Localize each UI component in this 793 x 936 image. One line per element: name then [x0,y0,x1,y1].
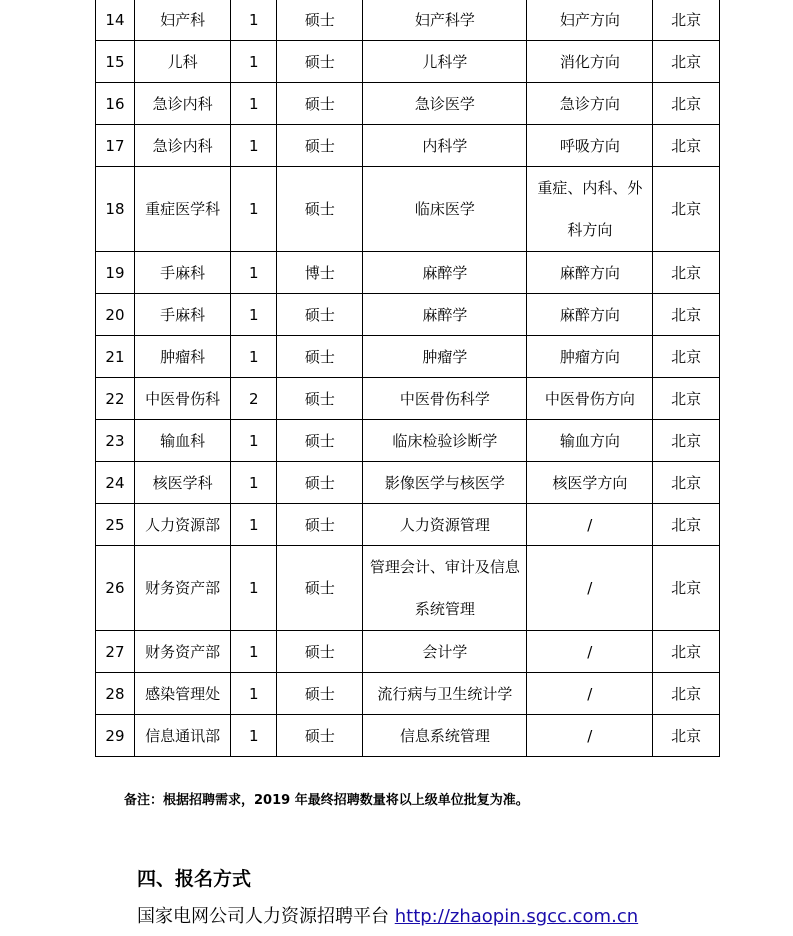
platform-label: 国家电网公司人力资源招聘平台 [137,906,389,927]
cell-no: 17 [96,125,135,167]
cell-direction: 急诊方向 [527,83,653,125]
cell-count: 1 [231,546,277,631]
cell-degree: 硕士 [277,420,363,462]
cell-no: 18 [96,167,135,252]
cell-no: 27 [96,631,135,673]
table-row [96,336,720,378]
cell-no: 16 [96,83,135,125]
cell-dept: 中医骨伤科 [134,378,230,420]
cell-count: 1 [231,0,277,41]
cell-degree: 硕士 [277,673,363,715]
platform-link[interactable]: http://zhaopin.sgcc.com.cn [394,906,639,927]
cell-major: 流行病与卫生统计学 [363,673,527,715]
cell-direction: / [527,631,653,673]
cell-location: 北京 [653,294,720,336]
table-row [96,715,720,757]
cell-degree: 硕士 [277,125,363,167]
cell-location: 北京 [653,546,720,631]
cell-dept: 急诊内科 [134,125,230,167]
cell-count: 1 [231,715,277,757]
cell-degree: 硕士 [277,0,363,41]
table-row [96,420,720,462]
cell-no: 15 [96,41,135,83]
cell-no: 29 [96,715,135,757]
cell-direction: / [527,546,653,631]
cell-direction: 重症、内科、外科方向 [527,167,653,252]
cell-degree: 硕士 [277,504,363,546]
cell-count: 1 [231,420,277,462]
cell-degree: 硕士 [277,336,363,378]
table-row [96,83,720,125]
table-row [96,504,720,546]
table-row [96,673,720,715]
cell-direction: 肿瘤方向 [527,336,653,378]
cell-count: 1 [231,167,277,252]
cell-degree: 硕士 [277,462,363,504]
cell-major: 临床医学 [363,167,527,252]
cell-degree: 博士 [277,252,363,294]
cell-count: 1 [231,504,277,546]
cell-direction: 呼吸方向 [527,125,653,167]
cell-major: 内科学 [363,125,527,167]
cell-direction: 输血方向 [527,420,653,462]
cell-location: 北京 [653,504,720,546]
table-row [96,631,720,673]
cell-direction: / [527,715,653,757]
cell-degree: 硕士 [277,294,363,336]
cell-location: 北京 [653,41,720,83]
cell-dept: 手麻科 [134,294,230,336]
cell-no: 19 [96,252,135,294]
table-row [96,252,720,294]
cell-degree: 硕士 [277,83,363,125]
cell-direction: 麻醉方向 [527,294,653,336]
cell-location: 北京 [653,0,720,41]
cell-no: 26 [96,546,135,631]
cell-count: 1 [231,125,277,167]
table-row [96,546,720,631]
cell-major: 人力资源管理 [363,504,527,546]
section-title: 四、报名方式 [137,868,252,890]
cell-degree: 硕士 [277,167,363,252]
cell-dept: 感染管理处 [134,673,230,715]
cell-dept: 财务资产部 [134,631,230,673]
cell-count: 1 [231,83,277,125]
cell-major: 会计学 [363,631,527,673]
table-row [96,294,720,336]
cell-major: 妇产科学 [363,0,527,41]
cell-major: 影像医学与核医学 [363,462,527,504]
cell-direction: / [527,673,653,715]
table-row [96,167,720,252]
cell-count: 1 [231,336,277,378]
cell-location: 北京 [653,378,720,420]
cell-no: 14 [96,0,135,41]
cell-direction: 消化方向 [527,41,653,83]
cell-no: 28 [96,673,135,715]
cell-location: 北京 [653,83,720,125]
recruitment-table [95,0,720,757]
table-note: 备注：根据招聘需求，2019 年最终招聘数量将以上级单位批复为准。 [124,793,529,808]
cell-direction: / [527,504,653,546]
application-platform [137,902,638,928]
cell-degree: 硕士 [277,631,363,673]
cell-no: 25 [96,504,135,546]
cell-location: 北京 [653,715,720,757]
cell-major: 信息系统管理 [363,715,527,757]
cell-count: 1 [231,41,277,83]
cell-location: 北京 [653,462,720,504]
cell-dept: 肿瘤科 [134,336,230,378]
cell-count: 1 [231,252,277,294]
cell-dept: 急诊内科 [134,83,230,125]
cell-no: 22 [96,378,135,420]
cell-location: 北京 [653,125,720,167]
cell-no: 21 [96,336,135,378]
cell-dept: 重症医学科 [134,167,230,252]
cell-dept: 信息通讯部 [134,715,230,757]
cell-location: 北京 [653,673,720,715]
table-row [96,41,720,83]
cell-count: 1 [231,673,277,715]
cell-major: 麻醉学 [363,252,527,294]
table-row [96,378,720,420]
cell-dept: 人力资源部 [134,504,230,546]
cell-major: 麻醉学 [363,294,527,336]
cell-location: 北京 [653,252,720,294]
cell-location: 北京 [653,631,720,673]
cell-degree: 硕士 [277,715,363,757]
cell-degree: 硕士 [277,41,363,83]
cell-major: 肿瘤学 [363,336,527,378]
cell-degree: 硕士 [277,378,363,420]
cell-dept: 核医学科 [134,462,230,504]
cell-count: 1 [231,631,277,673]
cell-dept: 输血科 [134,420,230,462]
cell-no: 23 [96,420,135,462]
cell-direction: 妇产方向 [527,0,653,41]
cell-no: 20 [96,294,135,336]
cell-degree: 硕士 [277,546,363,631]
table-row [96,0,720,41]
cell-count: 1 [231,462,277,504]
table-body [96,0,720,757]
cell-major: 临床检验诊断学 [363,420,527,462]
cell-no: 24 [96,462,135,504]
cell-location: 北京 [653,167,720,252]
cell-major: 儿科学 [363,41,527,83]
cell-count: 2 [231,378,277,420]
cell-dept: 财务资产部 [134,546,230,631]
cell-direction: 中医骨伤方向 [527,378,653,420]
cell-major: 急诊医学 [363,83,527,125]
cell-direction: 核医学方向 [527,462,653,504]
cell-count: 1 [231,294,277,336]
cell-major: 中医骨伤科学 [363,378,527,420]
cell-direction: 麻醉方向 [527,252,653,294]
cell-dept: 妇产科 [134,0,230,41]
table-row [96,125,720,167]
cell-dept: 手麻科 [134,252,230,294]
cell-dept: 儿科 [134,41,230,83]
cell-location: 北京 [653,336,720,378]
cell-location: 北京 [653,420,720,462]
table-row [96,462,720,504]
cell-major: 管理会计、审计及信息系统管理 [363,546,527,631]
